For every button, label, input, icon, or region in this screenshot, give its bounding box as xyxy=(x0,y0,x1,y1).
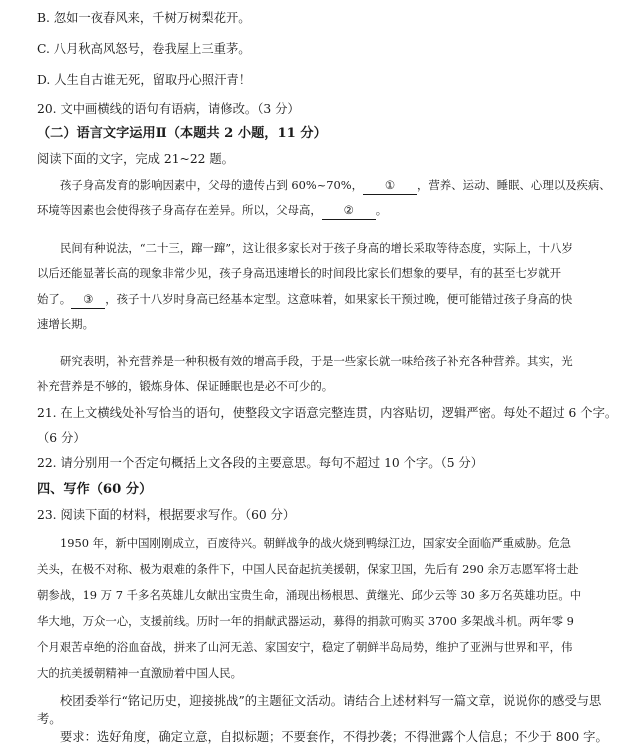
blank-2: ② xyxy=(322,201,376,220)
material-line-2: 关头，在极不对称、极为艰难的条件下，中国人民奋起抗美援朝，保家卫国，先后有 290 余万志愿军将士赴 xyxy=(37,562,579,576)
paragraph-2-line-3 xyxy=(37,290,572,309)
section-2-title: （二）语言文字运用Ⅱ（本题共 2 小题，11 分） xyxy=(37,126,327,141)
option-b: B. 忽如一夜春风来，千树万树梨花开。 xyxy=(37,11,251,25)
paragraph-3-line-2: 补充营养是不够的，锻炼身体、保证睡眠也是必不可少的。 xyxy=(37,379,334,393)
material-line-1: 1950 年，新中国刚刚成立，百废待兴。朝鲜战争的战火烧到鸭绿江边，国家安全面临严重威胁。危急 xyxy=(60,536,572,550)
option-d: D. 人生自古谁无死，留取丹心照汗青！ xyxy=(37,73,251,87)
material-line-5: 个月艰苦卓绝的浴血奋战，拼来了山河无恙、家国安宁，稳定了朝鲜半岛局势，维护了亚洲与世界和平，伟 xyxy=(37,640,573,654)
paragraph-1-text-a: 孩子身高发育的影响因素中，父母的遗传占到 60%~70%， xyxy=(60,178,364,192)
paragraph-1-text-d: 。 xyxy=(375,203,388,217)
task-line-1: 校团委举行“铭记历史，迎接挑战”的主题征文活动。请结合上述材料写一篇文章，说说你的感受与思 xyxy=(60,694,602,708)
material-line-6: 大的抗美援朝精神一直激励着中国人民。 xyxy=(37,666,243,680)
paragraph-2-line-4: 速增长期。 xyxy=(37,317,94,331)
option-c: C. 八月秋高风怒号，卷我屋上三重茅。 xyxy=(37,42,251,56)
material-line-4: 华大地，万众一心，支援前线。历时一年的捐献武器运动，募得的捐款可购买 3700 多架战斗机。两年零 9 xyxy=(37,614,574,628)
question-22: 22. 请分别用一个否定句概括上文各段的主要意思。每句不超过 10 个字。（5 分） xyxy=(37,456,484,470)
question-23: 23. 阅读下面的材料，根据要求写作。（60 分） xyxy=(37,508,296,522)
reading-intro: 阅读下面的文字，完成 21~22 题。 xyxy=(37,152,234,166)
paragraph-1-line-2 xyxy=(37,201,387,220)
question-21: 21. 在上文横线处补写恰当的语句，使整段文字语意完整连贯，内容贴切，逻辑严密。每处不超过 6 个字。 xyxy=(37,406,618,420)
paragraph-3-line-1: 研究表明，补充营养是一种积极有效的增高手段，于是一些家长就一味给孩子补充各种营养。其实，光 xyxy=(60,354,573,368)
section-4-title: 四、写作（60 分） xyxy=(37,482,153,497)
paragraph-2-text-d: ，孩子十八岁时身高已经基本定型。这意味着，如果家长干预过晚，便可能错过孩子身高的快 xyxy=(105,292,573,306)
blank-3: ③ xyxy=(71,290,105,309)
question-20: 20. 文中画横线的语句有语病，请修改。（3 分） xyxy=(37,102,300,116)
task-line-2: 考。 xyxy=(37,712,62,726)
paragraph-2-text-c: 始了。 xyxy=(37,292,72,306)
material-line-3: 朝参战，19 万 7 千多名英雄儿女献出宝贵生命，涌现出杨根思、黄继光、邱少云等 30 多万名英雄功臣。中 xyxy=(37,588,582,602)
question-21-score: （6 分） xyxy=(37,431,86,445)
paragraph-2-line-1: 民间有种说法，“二十三，蹿一蹿”，这让很多家长对于孩子身高的增长采取等待态度，实际上，十八岁 xyxy=(60,241,573,255)
paragraph-1-text-c: 环境等因素也会使得孩子身高存在差异。所以，父母高， xyxy=(37,203,322,217)
paragraph-2-line-2: 以后还能显著长高的现象非常少见，孩子身高迅速增长的时间段比家长们想象的要早，有的甚至七岁就开 xyxy=(37,266,561,280)
requirements: 要求：选好角度，确定立意，自拟标题；不要套作，不得抄袭；不得泄露个人信息；不少于 800 字。 xyxy=(60,730,608,744)
paragraph-1-line-1 xyxy=(60,176,611,195)
paragraph-1-text-b: ，营养、运动、睡眠、心理以及疾病、 xyxy=(417,178,611,192)
blank-1: ① xyxy=(363,176,417,195)
